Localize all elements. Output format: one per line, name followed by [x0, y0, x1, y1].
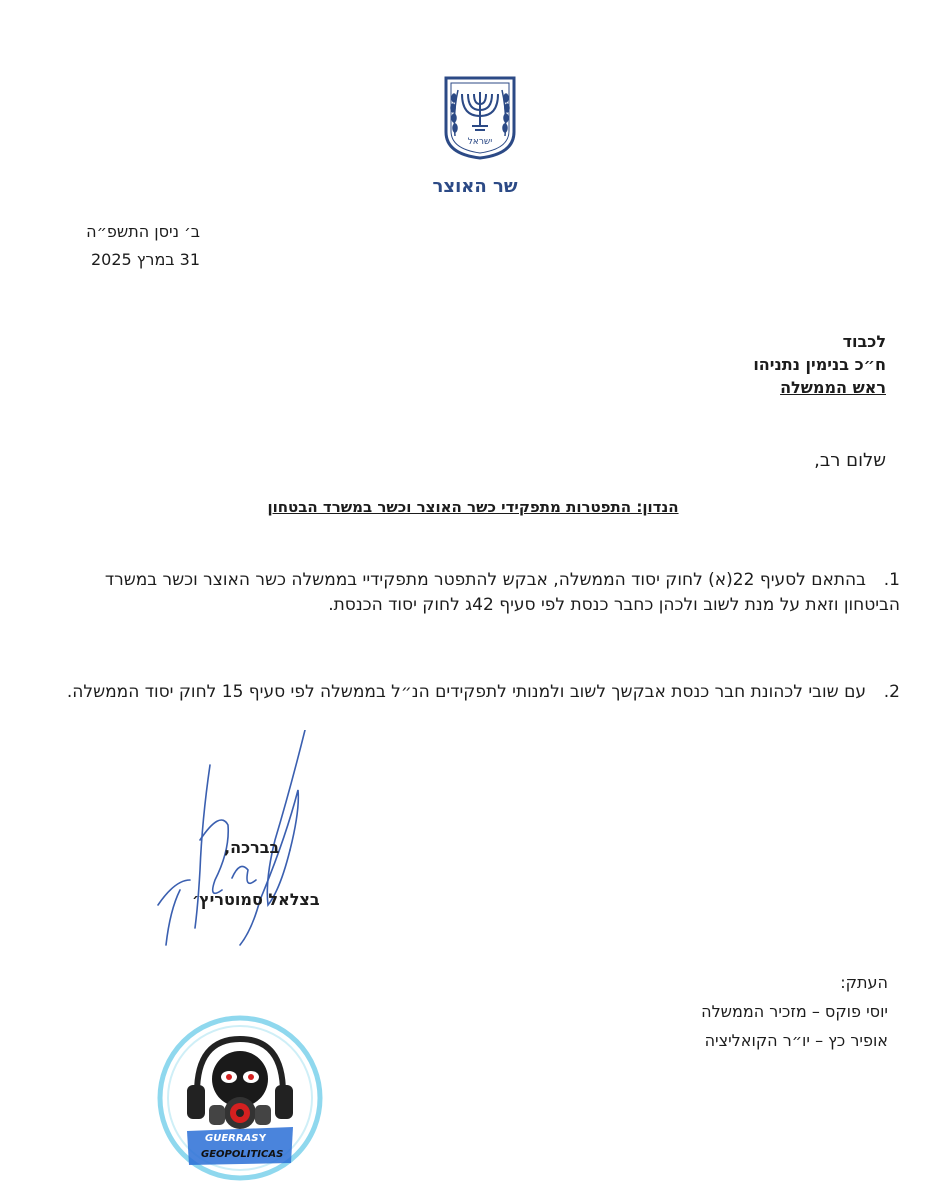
cc-line-1: יוסי פוקס – מזכיר הממשלה [701, 1002, 888, 1021]
paragraph-number: 2. [883, 682, 900, 702]
cc-label: העתק: [840, 973, 888, 992]
recipient-name: ח״כ בנימין נתניהו [753, 355, 886, 374]
ministry-title: שר האוצר [432, 176, 518, 197]
state-emblem-icon [440, 74, 520, 160]
paragraph-text: בהתאם לסעיף 22(א) לחוק יסוד הממשלה, אבקש להתפטר מתפקידיי בממשלה כשר האוצר וכשר במשרד הביטחון וזאת על מנת לשוב ולכהן כחבר כנסת לפי סעיף 42ג לחוק יסוד הכנסת. [104, 570, 900, 615]
logo-text-top: GUERRAS [205, 1133, 259, 1144]
signer-name: בצלאל סמוטריץ׳ [192, 890, 320, 909]
recipient-block [586, 330, 886, 399]
paragraph-2 [60, 680, 900, 705]
watermark-logo-icon [157, 1015, 323, 1181]
paragraph-1 [60, 568, 900, 618]
date-block [60, 218, 200, 274]
gregorian-date: 31 במרץ 2025 [90, 250, 200, 269]
recipient-title: ראש הממשלה [780, 378, 886, 397]
greeting: שלום רב, [814, 450, 886, 471]
subject-line: הנדון: התפטרות מתפקידי כשר האוצר וכשר במשרד הבטחון [267, 498, 679, 516]
paragraph-text: עם שובי לכהונת חבר כנסת אבקשך לשוב ולמנותי לתפקידים הנ״ל בממשלה לפי סעיף 15 לחוק יסוד הממשלה. [66, 682, 866, 702]
cc-block [588, 968, 888, 1055]
emblem-text: ישראל [467, 137, 493, 147]
recipient-salutation: לכבוד [842, 332, 886, 351]
paragraph-number: 1. [883, 570, 900, 590]
logo-text-bottom: GEOPOLITICAS [201, 1149, 284, 1160]
logo-text-mid: Y [259, 1133, 267, 1144]
hebrew-date: ב׳ ניסן התשפ״ה [86, 222, 200, 241]
closing-text: בברכה, [224, 838, 280, 857]
cc-line-2: אופיר כץ – יו״ר הקואליציה [704, 1031, 888, 1050]
